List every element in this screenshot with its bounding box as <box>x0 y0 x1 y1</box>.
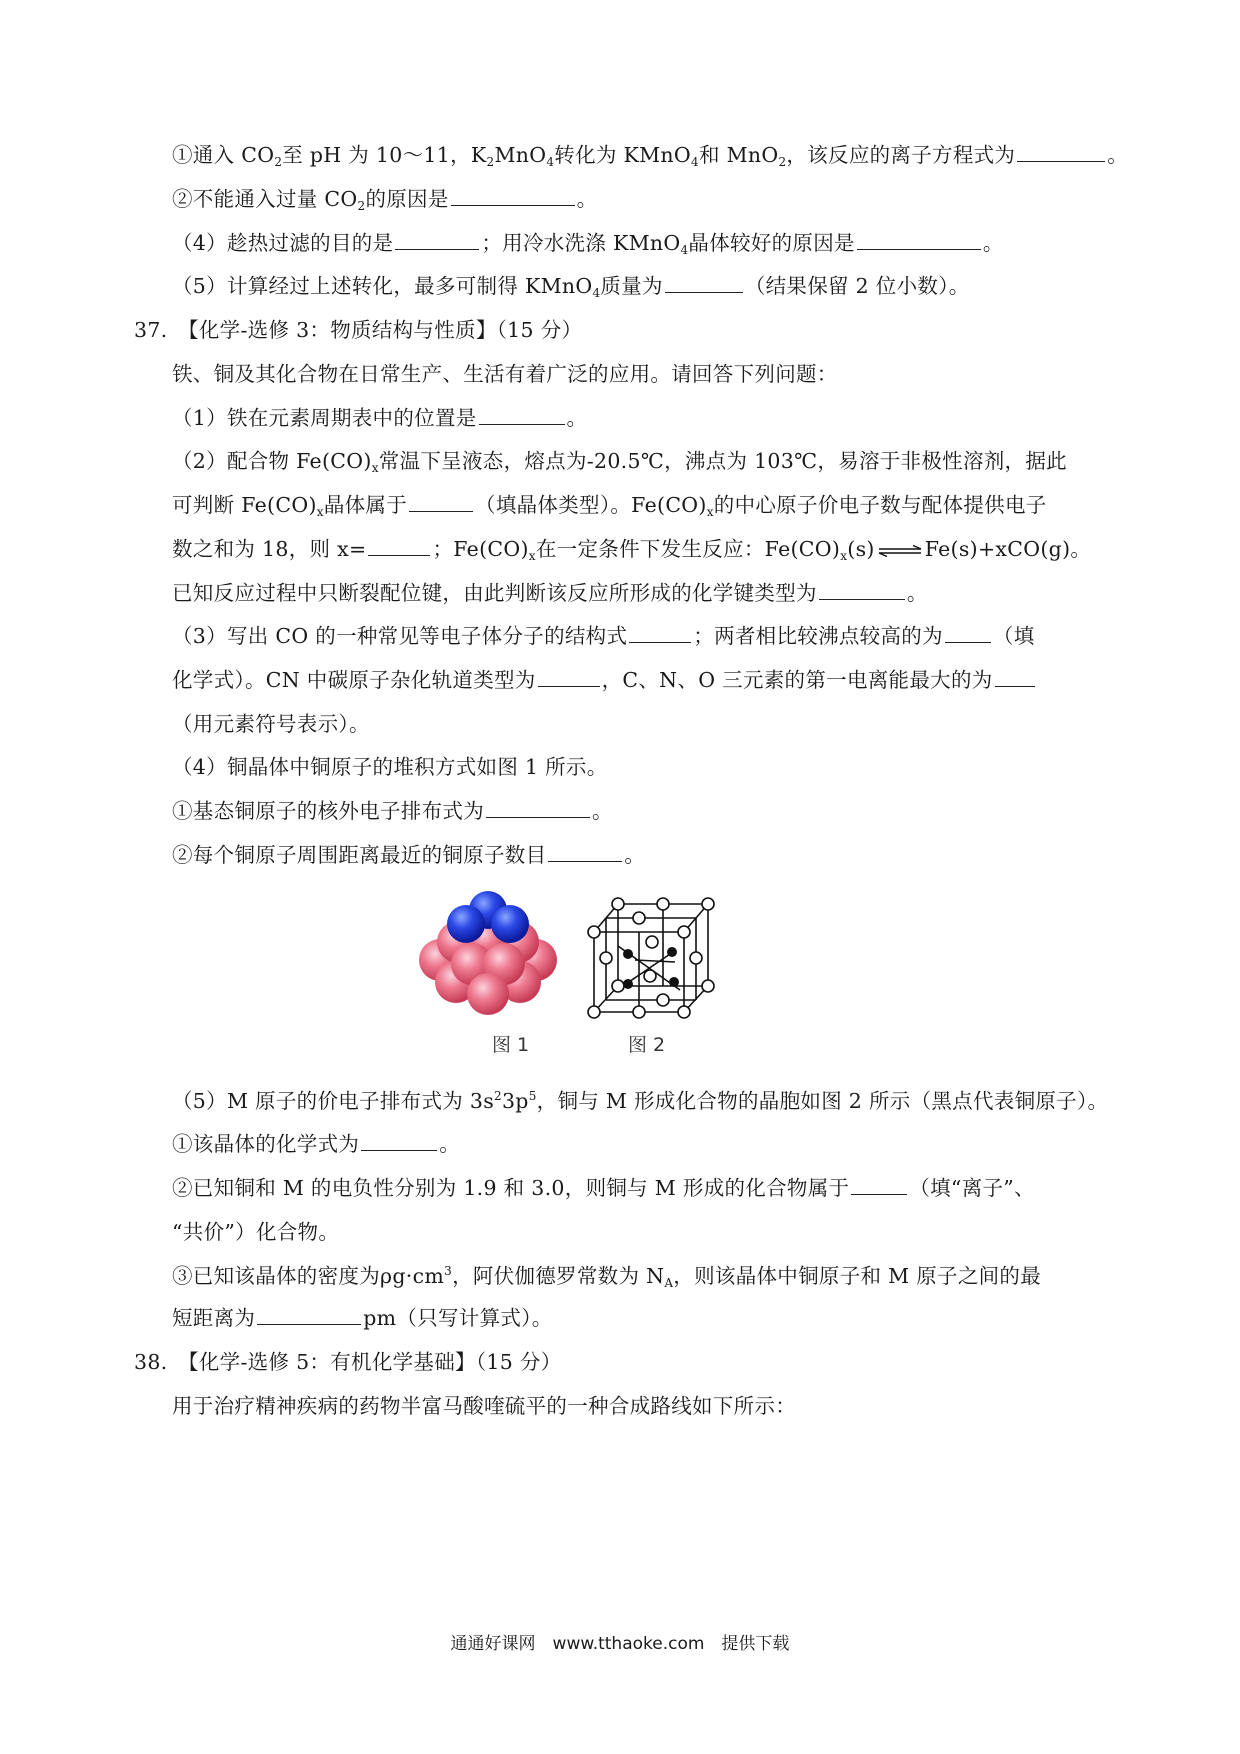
question-36-4: （4）趁热过滤的目的是 ；用冷水洗涤 KMnO$_4$晶体较好的原因是 。 <box>172 231 1004 257</box>
question-37-2-line2: 可判断 $Fe(CO)_x$晶体属于 （填晶体类型）。$Fe(CO)_x$的中心原子价电子数与配体提供电子 <box>172 493 1047 519</box>
question-36-3-part1: ①通入 $CO_2$至 pH 为 10～11，$K_2MnO_4$转化为 KMnO$_4$和 MnO$_2$，该反应的离子方程式为 。 <box>172 143 1129 169</box>
answer-blank[interactable] <box>451 204 575 206</box>
question-37-5-2-line2: “共价”）化合物。 <box>172 1220 340 1244</box>
question-37-3-line1: （3）写出 CO 的一种常见等电子体分子的结构式 ；两者相比较沸点较高的为 （填 <box>172 624 1035 648</box>
question-37-5-1: ①该晶体的化学式为 。 <box>172 1132 461 1156</box>
answer-blank[interactable] <box>395 248 479 250</box>
question-36-3-part2: ②不能通入过量 $CO_2$的原因是 。 <box>172 187 598 213</box>
answer-blank[interactable] <box>665 291 743 293</box>
question-37-5: （5）M 原子的价电子排布式为 $3s^23p^5$，铜与 M 形成化合物的晶胞如图 2 所示（黑点代表铜原子）。 <box>172 1089 1109 1113</box>
figure-2-caption: 图 2 <box>628 1034 666 1056</box>
question-36-5: （5）计算经过上述转化，最多可制得 KMnO$_4$质量为 （结果保留 2 位小数）。 <box>172 274 970 300</box>
answer-blank[interactable] <box>409 510 473 512</box>
question-38-heading: 38. 【化学-选修 5：有机化学基础】（15 分） <box>134 1350 562 1374</box>
question-37-2-line4: 已知反应过程中只断裂配位键，由此判断该反应所形成的化学键类型为 。 <box>172 581 928 605</box>
question-37-4-1: ①基态铜原子的核外电子排布式为 。 <box>172 799 613 823</box>
answer-blank[interactable] <box>479 423 565 425</box>
figure-1-caption: 图 1 <box>492 1034 530 1056</box>
figure-2-unit-cell <box>580 890 720 1020</box>
question-37-2-line1: （2）配合物 $Fe(CO)_x$常温下呈液态，熔点为-20.5℃，沸点为 103℃，易溶于非极性溶剂，据此 <box>172 449 1067 475</box>
question-37-4: （4）铜晶体中铜原子的堆积方式如图 1 所示。 <box>172 755 608 779</box>
question-37-5-3-line1: ③已知该晶体的密度为$\rho g\cdot cm^3$，阿伏伽德罗常数为 $N_A$，则该晶体中铜原子和 M 原子之间的最 <box>172 1264 1042 1290</box>
answer-blank[interactable] <box>995 685 1035 687</box>
question-37-intro: 铁、铜及其化合物在日常生产、生活有着广泛的应用。请回答下列问题： <box>172 362 838 386</box>
question-37-3-line2: 化学式）。CN 中碳原子杂化轨道类型为 ，C、N、O 三元素的第一电离能最大的为 <box>172 670 1037 691</box>
answer-blank[interactable] <box>361 1149 437 1151</box>
figure-1-copper-packing <box>418 890 558 1020</box>
answer-blank[interactable] <box>1017 160 1105 162</box>
question-37-heading: 37. 【化学-选修 3：物质结构与性质】（15 分） <box>134 318 583 342</box>
answer-blank[interactable] <box>257 1323 361 1325</box>
answer-blank[interactable] <box>945 641 991 643</box>
answer-blank[interactable] <box>851 1193 907 1195</box>
question-38-intro: 用于治疗精神疾病的药物半富马酸喹硫平的一种合成路线如下所示： <box>172 1394 796 1418</box>
question-37-2-line3: 数之和为 18，则 x= ；$Fe(CO)_x$在一定条件下发生反应：$Fe(CO)_x(s)$ Fe(s)+xCO(g)。 <box>172 537 1092 563</box>
equilibrium-arrow-icon <box>877 545 923 557</box>
answer-blank[interactable] <box>486 816 590 818</box>
answer-blank[interactable] <box>629 641 691 643</box>
answer-blank[interactable] <box>857 248 981 250</box>
question-37-4-2: ②每个铜原子周围距离最近的铜原子数目 。 <box>172 843 646 867</box>
answer-blank[interactable] <box>538 685 600 687</box>
footer-source: 通通好课网 www.tthaoke.com 提供下载 <box>450 1634 790 1654</box>
answer-blank[interactable] <box>368 554 430 556</box>
question-37-3-line3: （用元素符号表示）。 <box>172 712 370 736</box>
question-37-5-2-line1: ②已知铜和 M 的电负性分别为 1.9 和 3.0，则铜与 M 形成的化合物属于 （填“离子”、 <box>172 1176 1035 1200</box>
question-37-1: （1）铁在元素周期表中的位置是 。 <box>172 406 588 430</box>
answer-blank[interactable] <box>819 598 905 600</box>
answer-blank[interactable] <box>548 860 622 862</box>
question-37-5-3-line2: 短距离为 pm（只写计算式）。 <box>172 1306 553 1330</box>
